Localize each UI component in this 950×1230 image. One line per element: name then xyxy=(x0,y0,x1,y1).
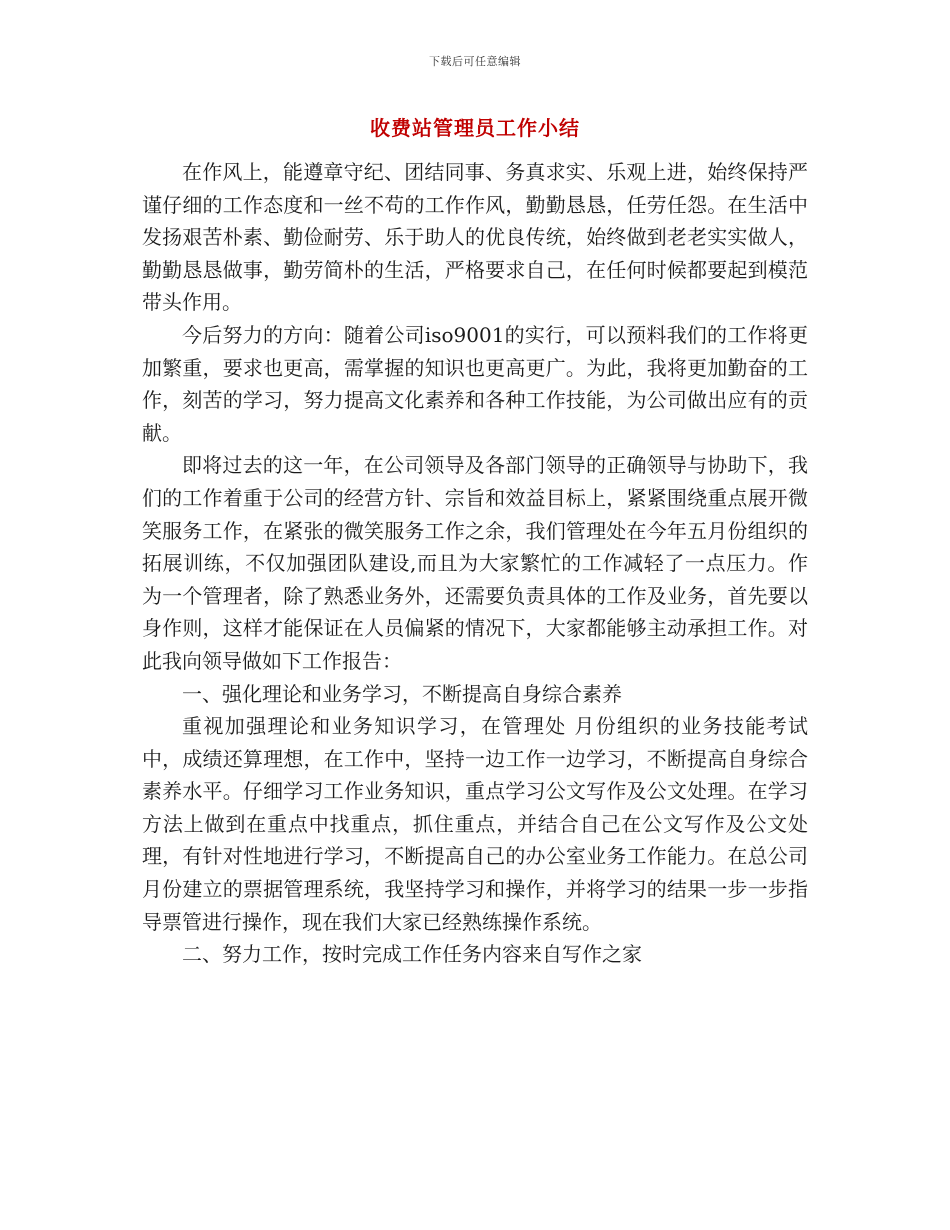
document-body xyxy=(142,156,808,971)
paragraph-future-direction: 今后努力的方向：随着公司iso9001的实行，可以预料我们的工作将更加繁重，要求也更高，需掌握的知识也更高更广。为此，我将更加勤奋的工作，刻苦的学习，努力提高文化素养和各种工作技能，为公司做出应有的贡献。 xyxy=(142,322,808,445)
paragraph-study: 重视加强理论和业务知识学习，在管理处 月份组织的业务技能考试中，成绩还算理想，在工作中，坚持一边工作一边学习，不断提高自身综合素养水平。仔细学习工作业务知识，重点学习公文写作及公文处理。在学习方法上做到在重点中找重点，抓住重点，并结合自己在公文写作及公文处理，有针对性地进行学习，不断提高自己的办公室业务工作能力。在总公司 月份建立的票据管理系统，我坚持学习和操作，并将学习的结果一步一步指导票管进行操作，现在我们大家已经熟练操作系统。 xyxy=(142,714,808,934)
paragraph-year-review: 即将过去的这一年，在公司领导及各部门领导的正确领导与协助下，我们的工作着重于公司的经营方针、宗旨和效益目标上，紧紧围绕重点展开微笑服务工作，在紧张的微笑服务工作之余，我们管理处在今年五月份组织的拓展训练，不仅加强团队建设,而且为大家繁忙的工作减轻了一点压力。作为一个管理者，除了熟悉业务外，还需要负责具体的工作及业务，首先要以身作则，这样才能保证在人员偏紧的情况下，大家都能够主动承担工作。对此我向领导做如下工作报告： xyxy=(142,453,808,673)
section-heading-two: 二、努力工作，按时完成工作任务内容来自写作之家 xyxy=(182,942,642,967)
section-heading-one: 一、强化理论和业务学习，不断提高自身综合素养 xyxy=(182,681,622,706)
paragraph-work-style: 在作风上，能遵章守纪、团结同事、务真求实、乐观上进，始终保持严谨仔细的工作态度和一丝不苟的工作作风，勤勤恳恳，任劳任怨。在生活中发扬艰苦朴素、勤俭耐劳、乐于助人的优良传统，始终做到老老实实做人，勤勤恳恳做事，勤劳简朴的生活，严格要求自己，在任何时候都要起到模范带头作用。 xyxy=(142,160,808,315)
header-note: 下载后可任意编辑 xyxy=(429,55,521,68)
document-title: 收费站管理员工作小结 xyxy=(370,116,580,140)
